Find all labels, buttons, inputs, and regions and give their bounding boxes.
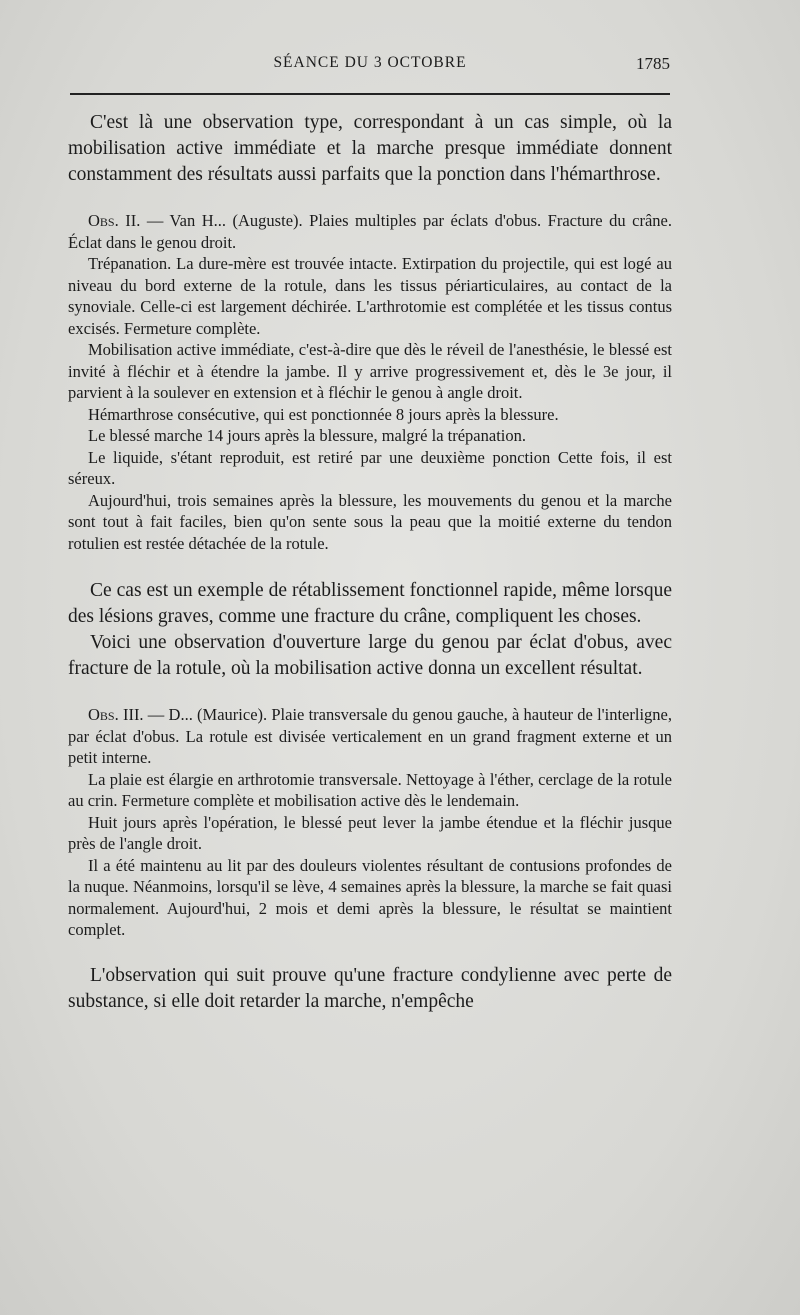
obs2-paragraph: Mobilisation active immédiate, c'est-à-dire que dès le réveil de l'anesthésie, le blessé est invité à fléchir et à étendre la jambe. Il y arrive progressivement et, dès le 3e jour, il parvient à la soulever en extension et à fléchir le genou à angle droit.	[68, 340, 672, 402]
obs3-label: Obs. III.	[88, 705, 144, 724]
page-number: 1785	[636, 54, 670, 73]
body-text	[68, 110, 672, 1015]
obs3-paragraph: Huit jours après l'opération, le blessé peut lever la jambe étendue et la fléchir jusque près de l'angle droit.	[68, 812, 672, 853]
obs2-paragraph: Le liquide, s'étant reproduit, est retiré par une deuxième ponction Cette fois, il est séreux.	[68, 447, 672, 488]
obs3-paragraph: La plaie est élargie en arthrotomie transversale. Nettoyage à l'éther, cerclage de la rotule au crin. Fermeture complète et mobilisation active dès le lendemain.	[68, 769, 672, 810]
obs3-intro-text: — D... (Maurice). Plaie transversale du genou gauche, à hauteur de l'interligne, par éclat d'obus. La rotule est divisée verticalement en un grand fragment externe et un petit interne.	[68, 705, 672, 767]
paragraph-2: Ce cas est un exemple de rétablissement fonctionnel rapide, même lorsque des lésions graves, comme une fracture du crâne, compliquent les choses.	[68, 580, 672, 627]
obs3-intro	[68, 704, 672, 769]
running-head: SÉANCE DU 3 OCTOBRE	[273, 54, 467, 71]
obs2-paragraph: Hémarthrose consécutive, qui est ponctionnée 8 jours après la blessure.	[88, 404, 559, 424]
paragraph-4: L'observation qui suit prouve qu'une fracture condylienne avec perte de substance, si elle doit retarder la marche, n'empêche	[68, 964, 672, 1012]
observation-2	[68, 210, 672, 554]
obs2-paragraph: Aujourd'hui, trois semaines après la blessure, les mouvements du genou et la marche sont tout à fait faciles, bien qu'on sente sous la peau que la moitié externe du tendon rotulien est restée détachée de la rotule.	[68, 490, 672, 553]
obs2-paragraph: Trépanation. La dure-mère est trouvée intacte. Extirpation du projectile, qui est logé au niveau du bord externe de la rotule, dans les tissus périarticulaires, au contact de la synoviale. Celle-ci est largement déchirée. L'arthrotomie est complétée et les tissus contus excisés. Fermeture complète.	[68, 254, 672, 338]
header-rule	[70, 93, 670, 95]
obs2-paragraph: Le blessé marche 14 jours après la blessure, malgré la trépanation.	[88, 426, 526, 445]
paragraph-3: Voici une observation d'ouverture large du genou par éclat d'obus, avec fracture de la rotule, où la mobilisation active donna un excellent résultat.	[68, 632, 672, 679]
page-header	[70, 54, 670, 78]
obs2-intro-text: — Van H... (Auguste). Plaies multiples par éclats d'obus. Fracture du crâne. Éclat dans le genou droit.	[68, 211, 672, 252]
paragraph-1: C'est là une observation type, correspondant à un cas simple, où la mobilisation active immédiate et la marche presque immédiate donnent constamment des résultats aussi parfaits que la ponction dans l'hémarthrose.	[68, 112, 672, 185]
obs2-intro	[68, 210, 672, 253]
obs3-paragraph: Il a été maintenu au lit par des douleurs violentes résultant de contusions profondes de la nuque. Néanmoins, lorsqu'il se lève, 4 semaines après la blessure, la marche se fait quasi normalement. Aujourd'hui, 2 mois et demi après la blessure, le résultat se maintient complet.	[68, 855, 672, 939]
obs2-label: Obs. II.	[88, 211, 141, 230]
observation-3	[68, 704, 672, 941]
